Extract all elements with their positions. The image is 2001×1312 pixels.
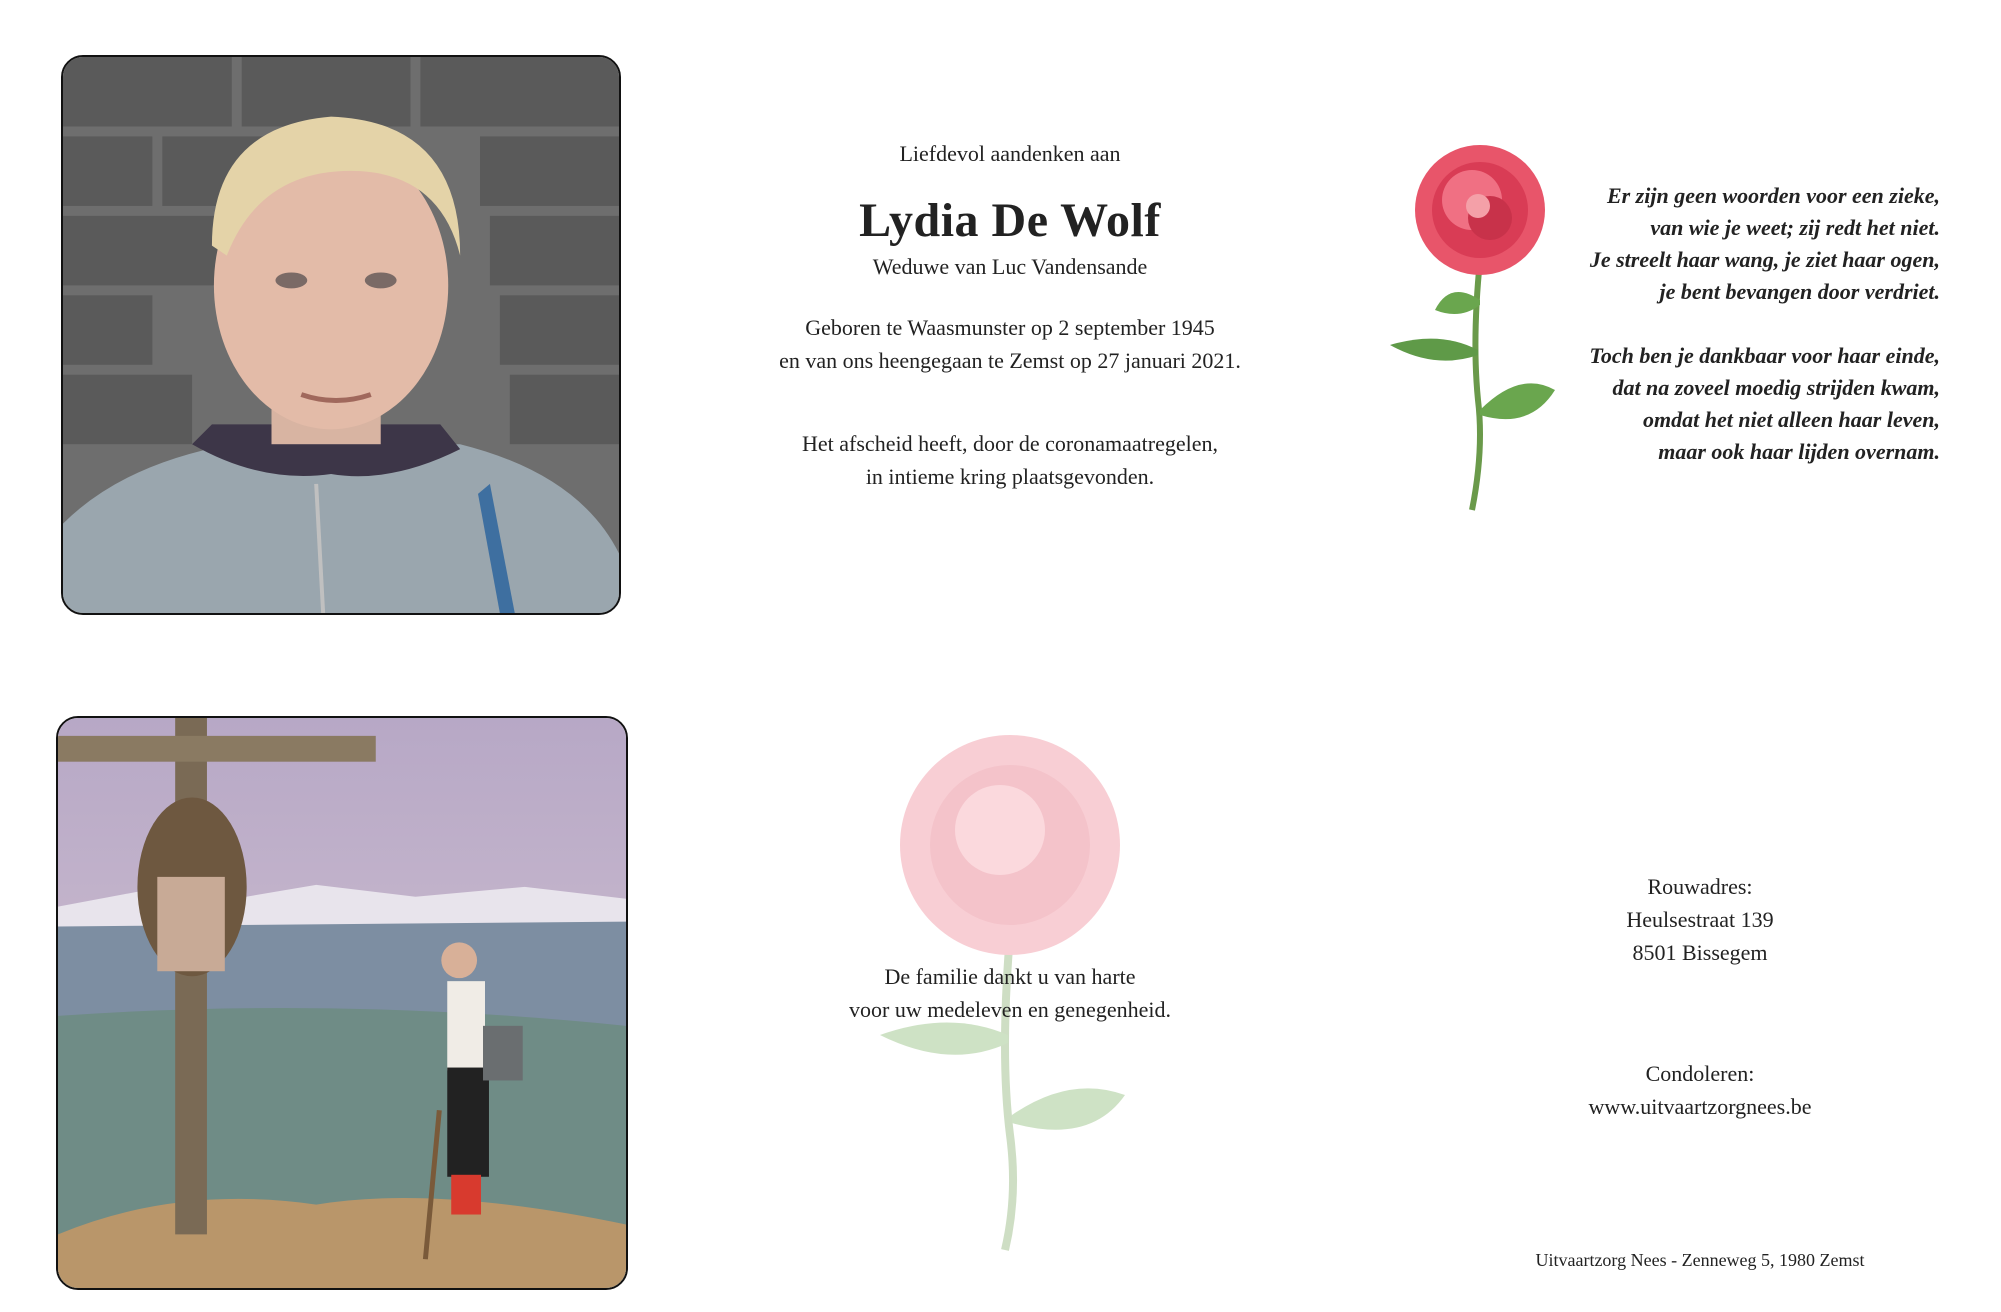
memorial-text-block	[730, 137, 1290, 493]
address-block	[1500, 870, 1900, 1123]
deceased-name: Lydia De Wolf	[859, 194, 1161, 247]
death-text: en van ons heengegaan te Zemst op 27 januari 2021.	[779, 348, 1241, 373]
poem-line: dat na zoveel moedig strijden kwam,	[1612, 375, 1940, 400]
farewell-line-2: in intieme kring plaatsgevonden.	[865, 464, 1155, 489]
poem-line: Er zijn geen woorden voor een zieke,	[1606, 183, 1940, 208]
mountain-cross-photo	[56, 716, 628, 1290]
thanks-block	[780, 960, 1240, 1026]
poem-line: Toch ben je dankbaar voor haar einde,	[1589, 343, 1940, 368]
thanks-line-1: De familie dankt u van harte	[884, 964, 1136, 989]
poem-line: maar ook haar lijden overnam.	[1658, 439, 1940, 464]
intro-text: Liefdevol aandenken aan	[899, 141, 1121, 166]
portrait-photo	[61, 55, 621, 615]
poem-line: van wie je weet; zij redt het niet.	[1650, 215, 1940, 240]
poem-line: omdat het niet alleen haar leven,	[1643, 407, 1940, 432]
condolence-label: Condoleren:	[1645, 1061, 1755, 1086]
poem-line: je bent bevangen door verdriet.	[1659, 279, 1940, 304]
farewell-line-1: Het afscheid heeft, door de coronamaatregelen,	[802, 431, 1218, 456]
birth-text: Geboren te Waasmunster op 2 september 1945	[805, 315, 1215, 340]
poem-line: Je streelt haar wang, je ziet haar ogen,	[1589, 247, 1940, 272]
poem-spacer	[1540, 308, 1940, 340]
funeral-home-footer: Uitvaartzorg Nees - Zenneweg 5, 1980 Zemst	[1535, 1250, 1865, 1270]
condolence-url[interactable]: www.uitvaartzorgnees.be	[1588, 1094, 1812, 1119]
spouse-text: Weduwe van Luc Vandensande	[872, 254, 1148, 279]
address-city: 8501 Bissegem	[1632, 940, 1768, 965]
poem-block	[1540, 180, 1940, 468]
address-label: Rouwadres:	[1647, 874, 1753, 899]
thanks-line-2: voor uw medeleven en genegenheid.	[849, 997, 1171, 1022]
address-street: Heulsestraat 139	[1626, 907, 1774, 932]
